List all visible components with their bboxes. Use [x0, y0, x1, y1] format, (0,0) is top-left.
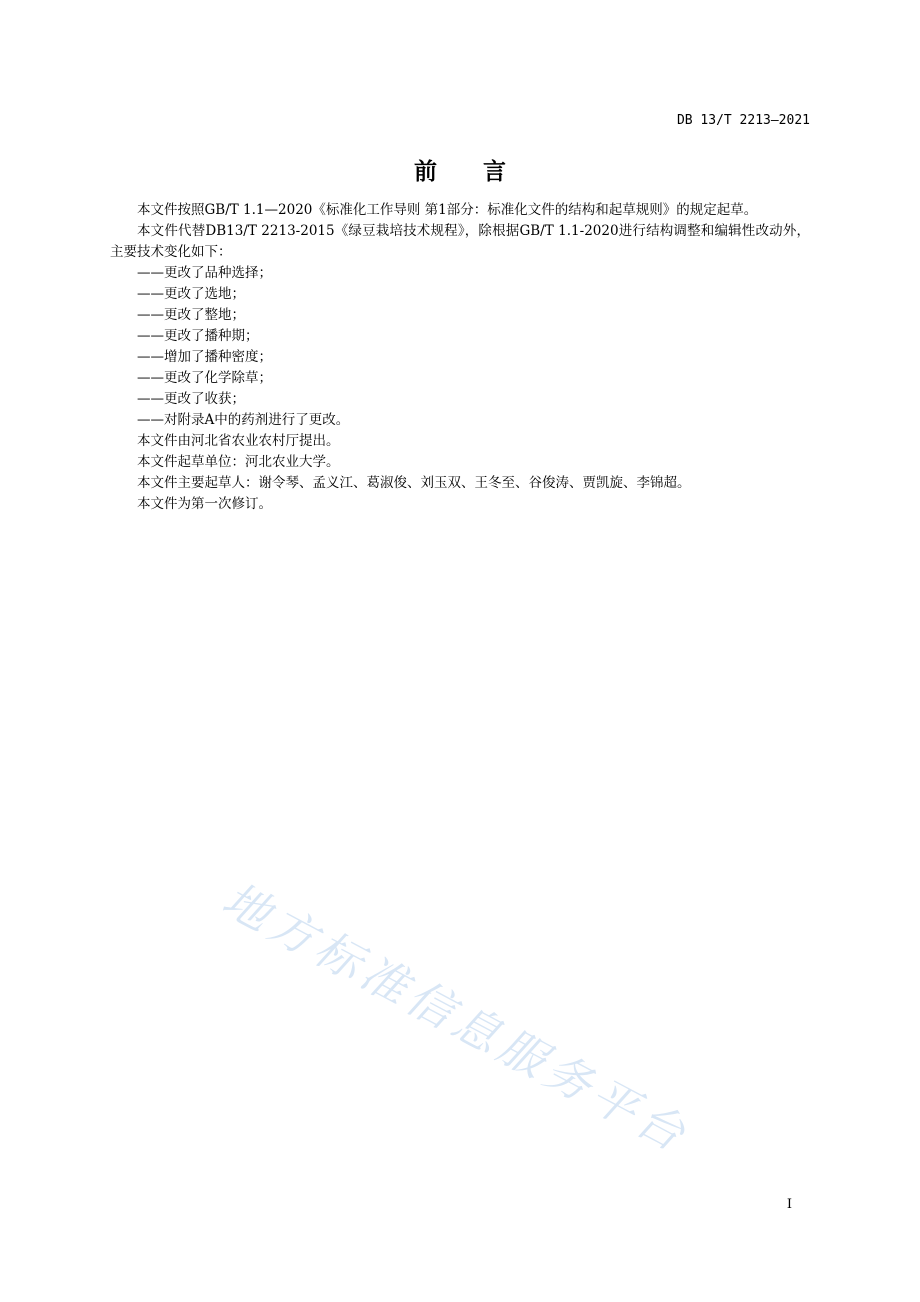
paragraph-drafting-basis: 本文件按照GB/T 1.1—2020《标准化工作导则 第1部分：标准化文件的结构和起草规则》的规定起草。: [137, 202, 758, 218]
paragraph-drafters: 本文件主要起草人：谢令琴、孟义江、葛淑俊、刘玉双、王冬至、谷俊涛、贾凯旋、李锦超。: [137, 475, 691, 491]
paragraph-proposer: 本文件由河北省农业农村厅提出。: [137, 433, 340, 449]
list-item: ——更改了播种期；: [137, 328, 259, 344]
list-item: ——更改了选地；: [137, 286, 245, 302]
list-item: ——更改了化学除草；: [137, 370, 272, 386]
paragraph-revision-note: 本文件为第一次修订。: [137, 496, 272, 512]
list-item: ——更改了收获；: [137, 391, 245, 407]
list-item: ——更改了整地；: [137, 307, 245, 323]
list-item: ——对附录A中的药剂进行了更改。: [137, 412, 350, 428]
watermark: 地方标准信息服务平台: [213, 871, 699, 1164]
page-number: I: [786, 1197, 792, 1212]
foreword-body: [110, 200, 810, 515]
paragraph-drafting-unit: 本文件起草单位：河北农业大学。: [137, 454, 340, 470]
list-item: ——更改了品种选择；: [137, 265, 272, 281]
changes-list: [110, 263, 810, 431]
document-code: DB 13/T 2213—2021: [676, 113, 810, 128]
page-title: 前言: [414, 159, 552, 186]
list-item: ——增加了播种密度；: [137, 349, 272, 365]
paragraph-replacement: 本文件代替DB13/T 2213-2015《绿豆栽培技术规程》，除根据GB/T 1.1-2020进行结构调整和编辑性改动外，主要技术变化如下：: [110, 223, 810, 260]
